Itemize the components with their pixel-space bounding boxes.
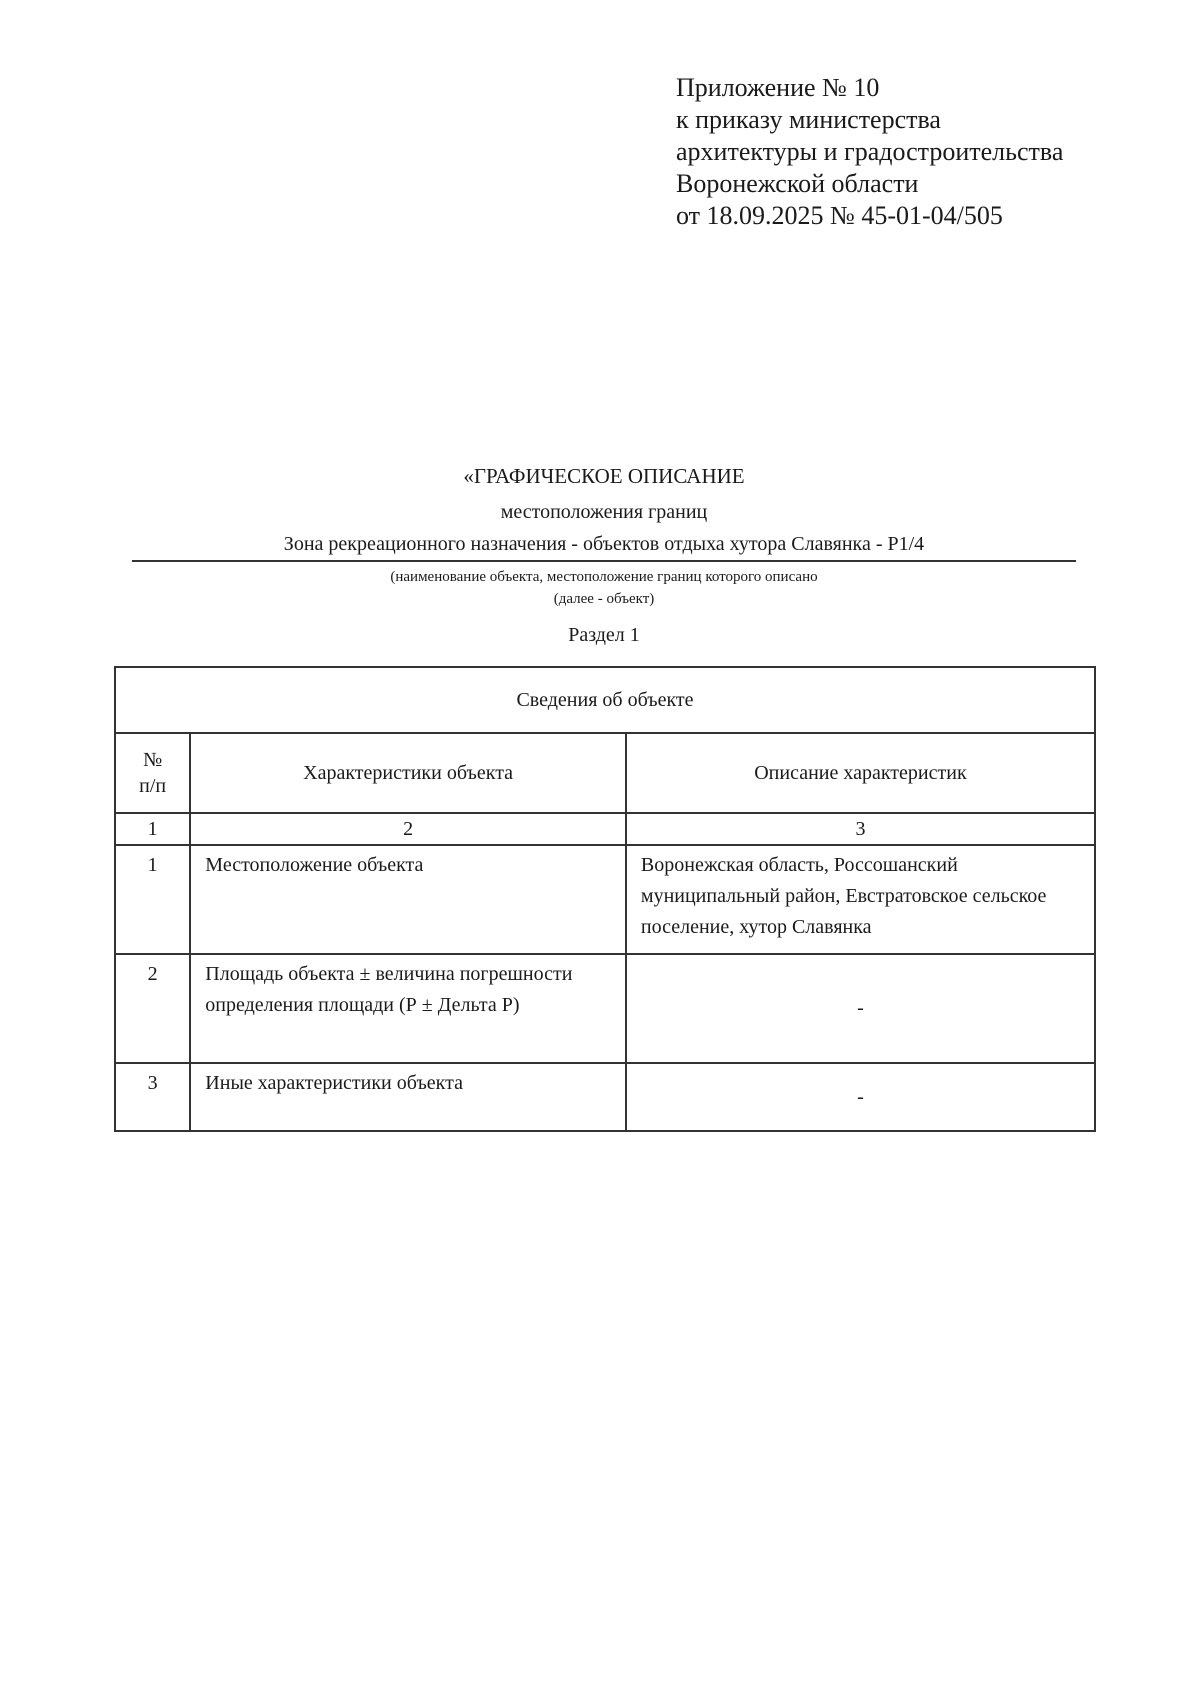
table-row bbox=[115, 845, 1095, 954]
object-name-hint: (наименование объекта, местоположение границ которого описано bbox=[390, 569, 818, 585]
row-characteristic: Местоположение объекта bbox=[190, 845, 626, 954]
appendix-line: архитектуры и градостроительства bbox=[676, 137, 1064, 166]
document-title: «ГРАФИЧЕСКОЕ ОПИСАНИЕ bbox=[463, 464, 745, 488]
row-num: 2 bbox=[115, 954, 190, 1063]
column-number: 1 bbox=[115, 813, 190, 845]
header-num-sign: № bbox=[143, 749, 163, 771]
column-number: 3 bbox=[626, 813, 1095, 845]
row-num: 3 bbox=[115, 1063, 190, 1131]
table-row bbox=[115, 1063, 1095, 1131]
appendix-line: Воронежской области bbox=[676, 169, 919, 198]
header-description: Описание характеристик bbox=[626, 733, 1095, 813]
row-description: Воронежская область, Россошанский муниципальный район, Евстратовское сельское поселение, хутор Славянка bbox=[626, 845, 1095, 954]
table-caption: Сведения об объекте bbox=[115, 667, 1095, 733]
row-characteristic: Площадь объекта ± величина погрешности определения площади (Р ± Дельта Р) bbox=[190, 954, 626, 1063]
column-number: 2 bbox=[190, 813, 626, 845]
header-characteristic: Характеристики объекта bbox=[190, 733, 626, 813]
object-info-table bbox=[114, 666, 1096, 1132]
row-description: - bbox=[626, 954, 1095, 1063]
column-number-row bbox=[115, 813, 1095, 845]
row-description: - bbox=[626, 1063, 1095, 1131]
appendix-line: от 18.09.2025 № 45-01-04/505 bbox=[676, 201, 1003, 230]
header-num-cell bbox=[115, 733, 190, 813]
title-block bbox=[132, 462, 1076, 648]
appendix-line: к приказу министерства bbox=[676, 105, 941, 134]
object-name: Зона рекреационного назначения - объектов отдыха хутора Славянка - Р1/4 bbox=[132, 530, 1076, 562]
table-row bbox=[115, 954, 1095, 1063]
row-characteristic: Иные характеристики объекта bbox=[190, 1063, 626, 1131]
section-label: Раздел 1 bbox=[568, 624, 640, 646]
object-name-hint-continued: (далее - объект) bbox=[553, 591, 655, 607]
document-subtitle: местоположения границ bbox=[500, 501, 708, 523]
row-num: 1 bbox=[115, 845, 190, 954]
header-num-abbr: п/п bbox=[139, 775, 167, 797]
appendix-line: Приложение № 10 bbox=[676, 73, 880, 102]
appendix-block bbox=[676, 72, 1063, 232]
